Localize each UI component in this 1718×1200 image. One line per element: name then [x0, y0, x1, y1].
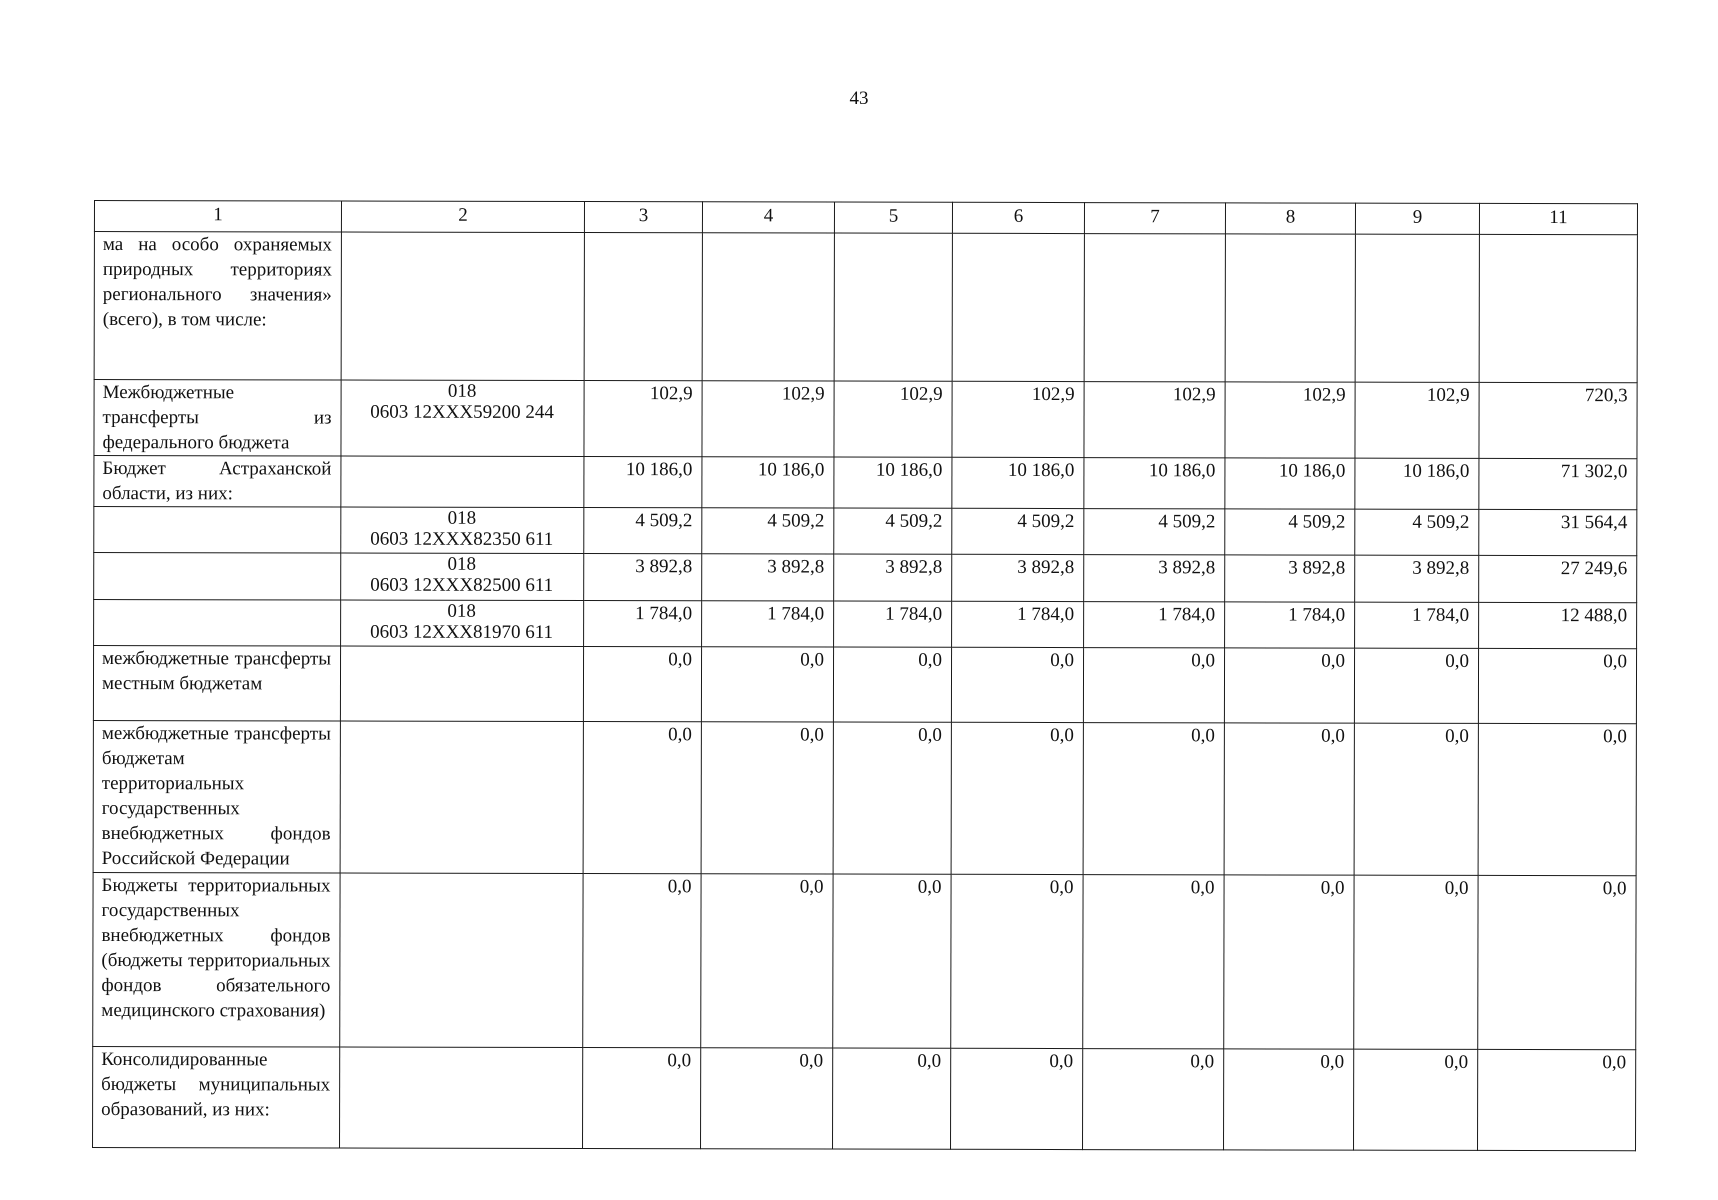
value-cell: 0,0: [701, 647, 833, 723]
value-cell: 0,0: [1354, 723, 1478, 875]
page-number: 43: [849, 88, 869, 109]
value-cell: 0,0: [833, 722, 951, 874]
value-cell: [952, 233, 1084, 381]
value-cell: [1355, 234, 1479, 382]
total-cell: 0,0: [1478, 724, 1636, 876]
total-cell: 720,3: [1479, 382, 1637, 459]
table-row: [93, 1047, 1636, 1151]
value-cell: 0,0: [833, 647, 951, 723]
total-cell: 31 564,4: [1479, 510, 1637, 557]
budget-code-admin: 018: [447, 507, 477, 530]
table-row: [93, 721, 1636, 876]
budget-code-admin: 018: [447, 554, 477, 576]
total-cell: 0,0: [1478, 648, 1636, 724]
value-cell: 3 892,8: [584, 554, 702, 600]
row-description: [94, 553, 341, 600]
value-cell: 0,0: [1224, 723, 1354, 875]
value-cell: 0,0: [583, 873, 701, 1048]
value-cell: 0,0: [701, 722, 833, 874]
column-header: 6: [952, 202, 1084, 233]
row-description: Межбюджетные трансферты из федерального бюджета: [94, 379, 341, 456]
table-row: [94, 599, 1637, 648]
value-cell: [702, 233, 834, 381]
value-cell: 0,0: [951, 647, 1083, 723]
value-cell: 1 784,0: [834, 601, 952, 647]
total-cell: 0,0: [1478, 1050, 1636, 1151]
value-cell: 0,0: [951, 874, 1083, 1049]
value-cell: 102,9: [952, 381, 1084, 458]
value-cell: 10 186,0: [1084, 458, 1225, 509]
total-cell: [1479, 235, 1637, 383]
value-cell: 3 892,8: [952, 555, 1084, 601]
value-cell: 0,0: [1354, 1050, 1478, 1151]
value-cell: 4 509,2: [834, 508, 952, 554]
row-description: Консолидированные бюджеты муниципальных образований, из них:: [93, 1047, 340, 1148]
table-row: [94, 232, 1637, 383]
value-cell: 0,0: [833, 874, 951, 1049]
row-description: [94, 507, 341, 554]
budget-code-classification: 0603 12ХХХ59200 244: [370, 401, 554, 423]
budget-code-cell: [341, 507, 584, 554]
column-number-row: [94, 201, 1637, 235]
budget-code-classification: 0603 12ХХХ82350 611: [370, 528, 554, 551]
budget-code-admin: 018: [447, 380, 477, 402]
value-cell: 102,9: [834, 381, 952, 458]
row-description: Бюджет Астраханской области, из них:: [94, 456, 341, 508]
budget-code-classification: 0603 12ХХХ82500 611: [370, 575, 554, 597]
value-cell: 10 186,0: [1225, 458, 1355, 509]
value-cell: 0,0: [1083, 723, 1224, 875]
column-header: 1: [94, 201, 341, 233]
value-cell: 3 892,8: [1355, 556, 1479, 602]
value-cell: 10 186,0: [702, 457, 834, 508]
table-row: [94, 456, 1637, 510]
value-cell: 0,0: [583, 722, 701, 874]
budget-table: [92, 200, 1638, 1151]
value-cell: 4 509,2: [1084, 509, 1225, 555]
value-cell: 0,0: [1083, 1049, 1224, 1150]
budget-code-cell: [340, 646, 583, 722]
budget-code-admin: 018: [447, 600, 476, 622]
value-cell: 0,0: [1083, 874, 1224, 1049]
total-cell: 12 488,0: [1479, 602, 1637, 649]
total-cell: 27 249,6: [1479, 556, 1637, 603]
value-cell: 1 784,0: [584, 600, 702, 646]
value-cell: 1 784,0: [952, 601, 1084, 647]
value-cell: 0,0: [701, 1048, 833, 1149]
column-header: 2: [341, 201, 584, 233]
column-header: 8: [1225, 203, 1355, 234]
value-cell: 10 186,0: [952, 457, 1084, 508]
value-cell: 4 509,2: [1355, 509, 1479, 555]
budget-code-cell: [341, 553, 584, 600]
value-cell: 102,9: [1084, 381, 1225, 458]
budget-code-cell: [341, 600, 584, 647]
value-cell: [584, 233, 702, 381]
column-header: 11: [1479, 203, 1637, 234]
budget-code-cell: [341, 232, 584, 380]
value-cell: 1 784,0: [1355, 602, 1479, 648]
value-cell: [1084, 234, 1225, 382]
value-cell: 0,0: [583, 646, 701, 722]
value-cell: 0,0: [1354, 875, 1478, 1050]
budget-code-cell: [340, 873, 583, 1048]
value-cell: 1 784,0: [1084, 601, 1225, 647]
value-cell: 0,0: [833, 1049, 951, 1150]
value-cell: 4 509,2: [702, 508, 834, 554]
value-cell: 102,9: [1225, 382, 1355, 459]
value-cell: 10 186,0: [834, 457, 952, 508]
column-header: 4: [702, 202, 834, 233]
table-row: [94, 379, 1637, 459]
total-cell: 71 302,0: [1479, 458, 1637, 510]
row-description: межбюджетные трансферты местным бюджетам: [93, 645, 340, 721]
value-cell: 1 784,0: [702, 600, 834, 646]
table-row: [94, 507, 1637, 556]
value-cell: 0,0: [701, 874, 833, 1049]
column-header: 7: [1084, 203, 1225, 234]
value-cell: 4 509,2: [1225, 509, 1355, 555]
value-cell: 0,0: [1224, 648, 1354, 724]
value-cell: 0,0: [1224, 1049, 1354, 1150]
value-cell: [1225, 234, 1355, 382]
value-cell: 10 186,0: [1355, 458, 1479, 509]
value-cell: 1 784,0: [1225, 601, 1355, 647]
value-cell: 10 186,0: [584, 457, 702, 508]
table-row: [94, 553, 1637, 602]
budget-code-cell: [340, 1048, 583, 1149]
value-cell: 0,0: [583, 1048, 701, 1149]
value-cell: 3 892,8: [1225, 555, 1355, 601]
row-description: межбюджетные трансферты бюджетам территориальных государственных внебюджетных фондов Российской Федерации: [93, 721, 340, 873]
value-cell: 3 892,8: [702, 554, 834, 600]
value-cell: 102,9: [584, 380, 702, 457]
value-cell: 102,9: [1355, 382, 1479, 459]
value-cell: 3 892,8: [1084, 555, 1225, 601]
row-description: Бюджеты территориальных государственных внебюджетных фондов (бюджеты территориальных фондов обязательного медицинского страхования): [93, 872, 340, 1047]
column-header: 9: [1355, 203, 1479, 234]
value-cell: 0,0: [1354, 648, 1478, 724]
row-description: [94, 599, 341, 646]
budget-code-classification: 0603 12ХХХ81970 611: [370, 621, 554, 643]
value-cell: 4 509,2: [584, 508, 702, 554]
value-cell: 0,0: [1083, 647, 1224, 723]
budget-code-cell: [341, 456, 584, 508]
table-row: [93, 645, 1636, 724]
value-cell: 0,0: [1224, 875, 1354, 1050]
total-cell: 0,0: [1478, 875, 1636, 1050]
value-cell: 4 509,2: [952, 509, 1084, 555]
budget-code-cell: [341, 380, 584, 457]
column-header: 3: [584, 202, 702, 233]
budget-code-cell: [340, 721, 583, 873]
table-row: [93, 872, 1636, 1050]
value-cell: 102,9: [702, 381, 834, 458]
value-cell: 3 892,8: [834, 554, 952, 600]
column-header: 5: [834, 202, 952, 233]
value-cell: 0,0: [951, 1049, 1083, 1150]
value-cell: 0,0: [951, 722, 1083, 874]
value-cell: [834, 233, 952, 381]
row-description: ма на особо охраняемых природных территориях регионального значения» (всего), в том числе:: [94, 232, 341, 380]
